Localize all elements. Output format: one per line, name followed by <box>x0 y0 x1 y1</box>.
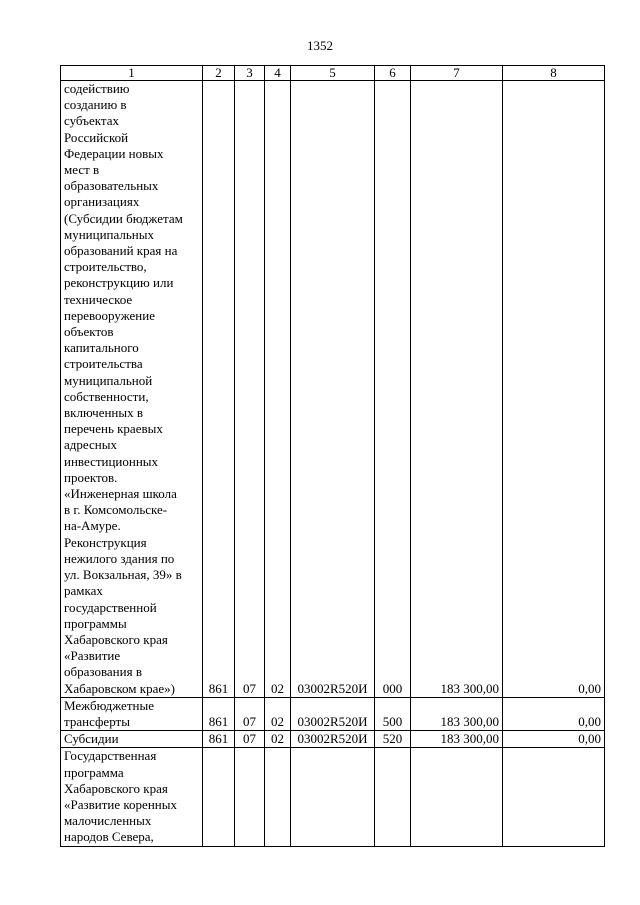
header-cell: 5 <box>291 66 375 81</box>
description-line: (Субсидии бюджетам <box>64 210 183 226</box>
description-line: Хабаровском крае») <box>64 680 175 696</box>
description-line: народов Севера, <box>64 829 154 845</box>
table-row <box>61 81 605 698</box>
amount-cell: 183 300,00 <box>411 697 503 730</box>
header-cell: 3 <box>235 66 265 81</box>
description-line: объектов <box>64 324 114 340</box>
description-line: в г. Комсомольске- <box>64 502 168 518</box>
description-line: ул. Вокзальная, 39» в <box>64 567 182 583</box>
target-item-cell <box>291 748 375 846</box>
target-item-cell: 03002R520И <box>291 697 375 730</box>
header-row <box>61 66 605 81</box>
description-line: Федерации новых <box>64 145 164 161</box>
description-line: адресных <box>64 437 117 453</box>
description-line: перевооружение <box>64 307 155 323</box>
description-line: Хабаровского края <box>64 631 168 647</box>
amount-cell: 0,00 <box>503 697 605 730</box>
description-line: Субсидии <box>64 731 119 747</box>
description-line: перечень краевых <box>64 421 163 437</box>
description-line: государственной <box>64 599 157 615</box>
description-line: созданию в <box>64 97 127 113</box>
description-line: на-Амуре. <box>64 518 121 534</box>
code-cell: 861 <box>203 697 235 730</box>
description-line: строительство, <box>64 259 147 275</box>
description-line: капитального <box>64 340 139 356</box>
description-line: «Развитие коренных <box>64 796 177 812</box>
amount-cell <box>503 748 605 846</box>
description-line: организациях <box>64 194 140 210</box>
description-line: включенных в <box>64 405 144 421</box>
description-line: муниципальной <box>64 372 153 388</box>
description-line: проектов. <box>64 469 118 485</box>
header-cell: 7 <box>411 66 503 81</box>
description-line: содействию <box>64 81 130 96</box>
subsection-cell: 02 <box>265 697 291 730</box>
table-row <box>61 748 605 846</box>
code-cell: 861 <box>203 731 235 748</box>
row-description <box>61 697 203 730</box>
description-line: собственности, <box>64 388 149 404</box>
subsection-cell <box>265 748 291 846</box>
description-line: Российской <box>64 129 129 145</box>
amount-cell <box>411 748 503 846</box>
description-line: инвестиционных <box>64 453 159 469</box>
description-line: техническое <box>64 291 133 307</box>
row-description <box>61 748 203 846</box>
expense-type-cell: 000 <box>375 81 411 698</box>
description-line: образовательных <box>64 178 159 194</box>
header-cell: 4 <box>265 66 291 81</box>
description-line: рамках <box>64 583 103 599</box>
section-cell: 07 <box>235 697 265 730</box>
subsection-cell: 02 <box>265 81 291 698</box>
expense-type-cell: 500 <box>375 697 411 730</box>
description-line: «Развитие <box>64 648 121 664</box>
description-line: Реконструкция <box>64 534 147 550</box>
section-cell: 07 <box>235 731 265 748</box>
header-cell: 6 <box>375 66 411 81</box>
description-line: Хабаровского края <box>64 780 168 796</box>
description-line: образований края на <box>64 243 178 259</box>
header-cell: 2 <box>203 66 235 81</box>
expense-type-cell <box>375 748 411 846</box>
description-line: «Инженерная школа <box>64 486 177 502</box>
code-cell: 861 <box>203 81 235 698</box>
description-line: программы <box>64 615 127 631</box>
description-line: реконструкцию или <box>64 275 174 291</box>
target-item-cell: 03002R520И <box>291 81 375 698</box>
amount-cell: 183 300,00 <box>411 81 503 698</box>
header-cell: 1 <box>61 66 203 81</box>
section-cell <box>235 748 265 846</box>
code-cell <box>203 748 235 846</box>
description-line: субъектах <box>64 113 119 129</box>
table-row <box>61 731 605 748</box>
description-line: программа <box>64 764 124 780</box>
description-line: муниципальных <box>64 226 155 242</box>
table-row <box>61 697 605 730</box>
expense-type-cell: 520 <box>375 731 411 748</box>
budget-table <box>60 65 605 847</box>
description-line: Государственная <box>64 748 157 764</box>
row-description <box>61 81 203 698</box>
amount-cell: 0,00 <box>503 81 605 698</box>
amount-cell: 0,00 <box>503 731 605 748</box>
description-line: образования в <box>64 664 142 680</box>
description-line: трансферты <box>64 713 130 729</box>
description-line: Межбюджетные <box>64 697 154 713</box>
description-line: мест в <box>64 162 100 178</box>
amount-cell: 183 300,00 <box>411 731 503 748</box>
header-cell: 8 <box>503 66 605 81</box>
subsection-cell: 02 <box>265 731 291 748</box>
row-description <box>61 731 203 748</box>
description-line: строительства <box>64 356 143 372</box>
target-item-cell: 03002R520И <box>291 731 375 748</box>
section-cell: 07 <box>235 81 265 698</box>
description-line: нежилого здания по <box>64 550 175 566</box>
page-number: 1352 <box>307 38 333 53</box>
description-line: малочисленных <box>64 813 152 829</box>
